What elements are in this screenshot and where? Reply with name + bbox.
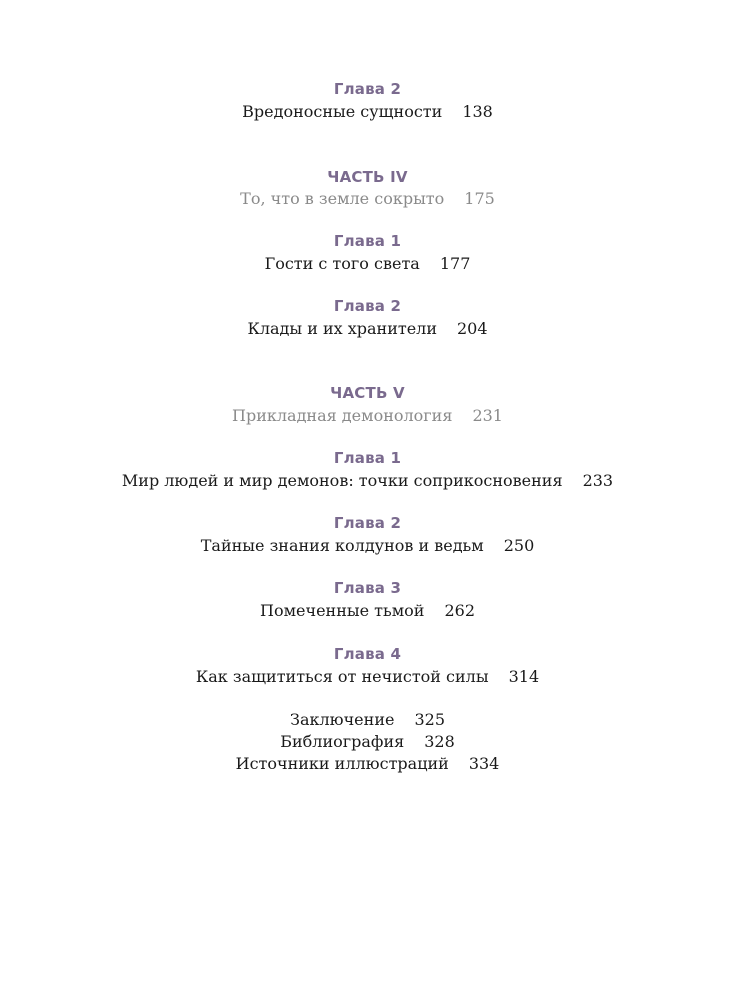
page-number: 262 (444, 601, 475, 620)
chapter-label: Глава 1 (333, 449, 402, 467)
page-number: 138 (462, 102, 493, 121)
entry-title: Тайные знания колдунов и ведьм (200, 536, 484, 555)
part-entry (0, 189, 735, 208)
page-number: 314 (508, 667, 540, 686)
chapter-label: Глава 4 (333, 645, 402, 663)
page-number: 204 (457, 319, 488, 338)
toc-entry-sources (0, 754, 735, 773)
entry-title: Гости с того света (264, 254, 420, 273)
page-number: 233 (582, 471, 614, 490)
part-title: Прикладная демонология (232, 406, 453, 425)
page-number: 334 (468, 754, 500, 773)
page-number: 175 (464, 189, 495, 208)
chapter-label: Глава 3 (333, 579, 402, 597)
chapter-label: Глава 1 (333, 232, 402, 250)
part-label: ЧАСТЬ IV (327, 168, 408, 186)
part-entry (0, 406, 735, 425)
entry-title: Библиография (280, 732, 405, 751)
toc-entry (0, 319, 735, 338)
page-number: 328 (424, 732, 455, 751)
part-label: ЧАСТЬ V (330, 384, 405, 402)
toc-entry (0, 471, 735, 490)
entry-title: Вредоносные сущности (242, 102, 443, 121)
part-title: То, что в земле сокрыто (240, 189, 445, 208)
toc-entry-bibliography (0, 732, 735, 751)
entry-title: Источники иллюстраций (235, 754, 449, 773)
chapter-label: Глава 2 (333, 514, 402, 532)
entry-title: Клады и их хранители (247, 319, 437, 338)
toc-entry (0, 254, 735, 273)
entry-title: Помеченные тьмой (259, 601, 425, 620)
entry-title: Как защититься от нечистой силы (195, 667, 489, 686)
toc-entry (0, 601, 735, 620)
toc-entry (0, 102, 735, 121)
entry-title: Мир людей и мир демонов: точки соприкосновения (121, 471, 563, 490)
entry-title: Заключение (290, 710, 395, 729)
toc-entry-conclusion (0, 710, 735, 729)
page-number: 250 (503, 536, 535, 555)
toc-entry (0, 536, 735, 555)
chapter-label: Глава 2 (333, 297, 402, 315)
page-number: 177 (439, 254, 471, 273)
page-number: 325 (414, 710, 445, 729)
page-number: 231 (472, 406, 503, 425)
toc-entry (0, 667, 735, 686)
chapter-label: Глава 2 (333, 80, 402, 98)
